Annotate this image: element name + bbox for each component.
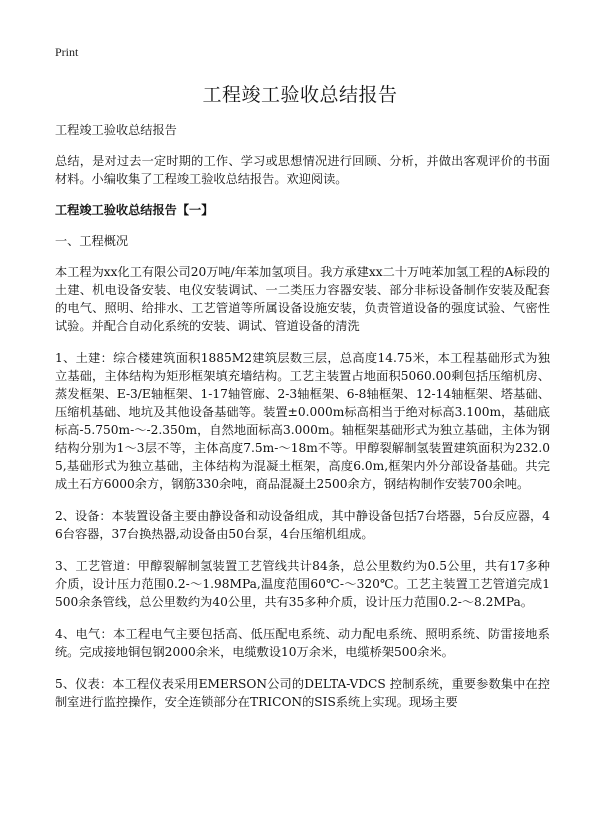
intro-paragraph: 总结，是对过去一定时期的工作、学习或思想情况进行回顾、分析，并做出客观评价的书面材料。小编收集了工程竣工验收总结报告。欢迎阅读。 [55, 154, 550, 186]
electrical-paragraph: 4、电气：本工程电气主要包括高、低压配电系统、动力配电系统、照明系统、防雷接地系统。完成接地铜包钢2000余米，电缆敷设10万余米，电缆桥架500余米。 [55, 627, 550, 659]
project-summary-paragraph: 本工程为xx化工有限公司20万吨/年苯加氢项目。我方承建xx二十万吨苯加氢工程的A标段的土建、机电设备安装、电仪安装调试、一二类压力容器安装、部分非标设备制作安装及配套的电气、照明、给排水、工艺管道等所属设备设施安装，负责管道设备的强度试验、气密性试验。并配合自动化系统的安装、调试、管道设备的清洗 [55, 265, 550, 333]
page-title: 工程竣工验收总结报告 [202, 84, 398, 106]
document-subtitle: 工程竣工验收总结报告 [55, 123, 177, 137]
section-heading: 工程竣工验收总结报告【一】 [55, 203, 214, 217]
document-body [55, 121, 550, 725]
instrumentation-paragraph: 5、仪表：本工程仪表采用EMERSON公司的DELTA-VDCS 控制系统，重要参数集中在控制室进行监控操作，安全连锁部分在TRICON的SIS系统上实现。现场主要 [55, 677, 550, 709]
print-link[interactable]: Print [55, 45, 79, 59]
process-piping-paragraph: 3、工艺管道：甲醇裂解制氢装置工艺管线共计84条，总公里数约为0.5公里，共有17多种介质，设计压力范围0.2-～1.98MPa,温度范围60℃-～320℃。工艺主装置工艺管道完成1500余条管线，总公里数约为40公里，共有35多种介质，设计压力范围0.2-～8.2MPa。 [55, 559, 550, 609]
equipment-paragraph: 2、设备：本装置设备主要由静设备和动设备组成，其中静设备包括7台塔器，5台反应器，46台容器，37台换热器,动设备由50台泵，4台压缩机组成。 [55, 509, 550, 541]
overview-heading: 一、工程概况 [55, 234, 129, 248]
civil-works-paragraph: 1、土建：综合楼建筑面积1885M2建筑层数三层，总高度14.75米，本工程基础形式为独立基础，主体结构为矩形框架填充墙结构。工艺主装置占地面积5060.00剩包括压缩机房、蒸发框架、E-3/E轴框架、1-17轴管廊、2-3轴框架、6-8轴框架、12-14轴框架、塔基础、压缩机基础、地坑及其他设备基础等。装置±0.000m标高相当于绝对标高3.100m，基础底标高-5.750m-～-2.350m，自然地面标高3.000m。轴框架基础形式为独立基础，主体为钢结构分别为1～3层不等，主体高度7.5m-～18m不等。甲醇裂解制氢装置建筑面积为232.05,基础形式为独立基础，主体结构为混凝土框架，高度6.0m,框架内外分部设备基础。共完成土石方6000余方，钢筋330余吨，商品混凝土2500余方，钢结构制作安装700余吨。 [55, 351, 550, 491]
